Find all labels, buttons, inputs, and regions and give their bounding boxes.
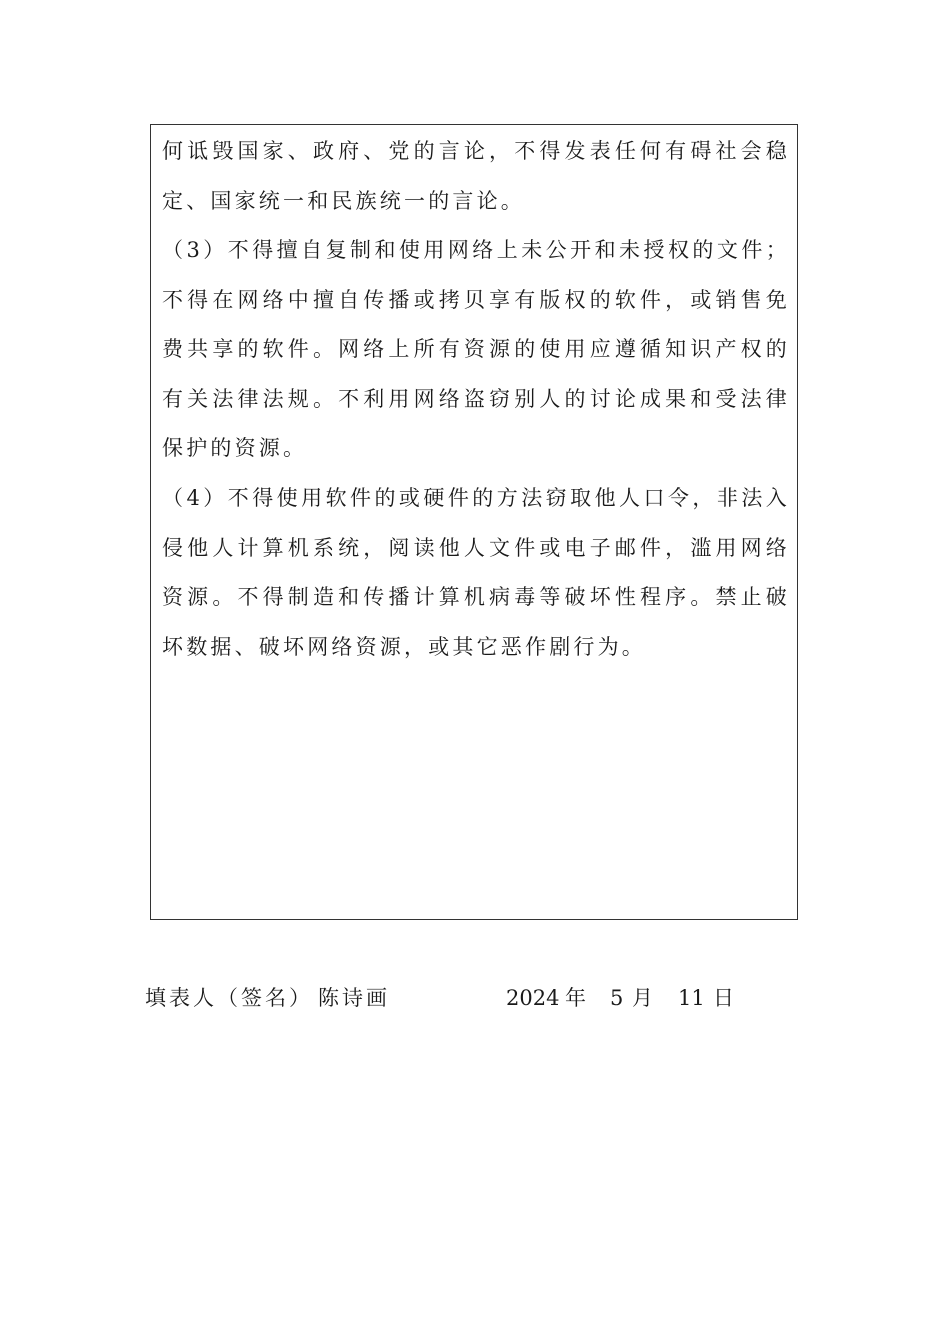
date-year-unit: 年 [565, 986, 589, 1010]
paragraph-item-3: （3）不得擅自复制和使用网络上未公开和未授权的文件；不得在网络中擅自传播或拷贝享有版权的软件，或销售免费共享的软件。网络上所有资源的使用应遵循知识产权的有关法律法规。不利用网络盗窃别人的讨论成果和受法律保护的资源。 [162, 238, 790, 460]
date-day: 11 [678, 986, 705, 1010]
paragraph-item-4: （4）不得使用软件的或硬件的方法窃取他人口令，非法入侵他人计算机系统，阅读他人文件或电子邮件，滥用网络资源。不得制造和传播计算机病毒等破坏性程序。禁止破坏数据、破坏网络资源，或其它恶作剧行为。 [162, 486, 790, 659]
date-month-unit: 月 [632, 986, 656, 1010]
signer-label: 填表人（签名） [145, 986, 313, 1010]
date-year: 2024 [506, 986, 560, 1010]
signature-date-line [145, 978, 845, 1018]
signer-name: 陈诗画 [318, 986, 390, 1010]
date-day-unit: 日 [713, 986, 737, 1010]
date-month: 5 [610, 986, 624, 1010]
form-content-box [150, 124, 798, 920]
paragraph-continued: 何诋毁国家、政府、党的言论，不得发表任何有碍社会稳定、国家统一和民族统一的言论。 [162, 139, 790, 213]
